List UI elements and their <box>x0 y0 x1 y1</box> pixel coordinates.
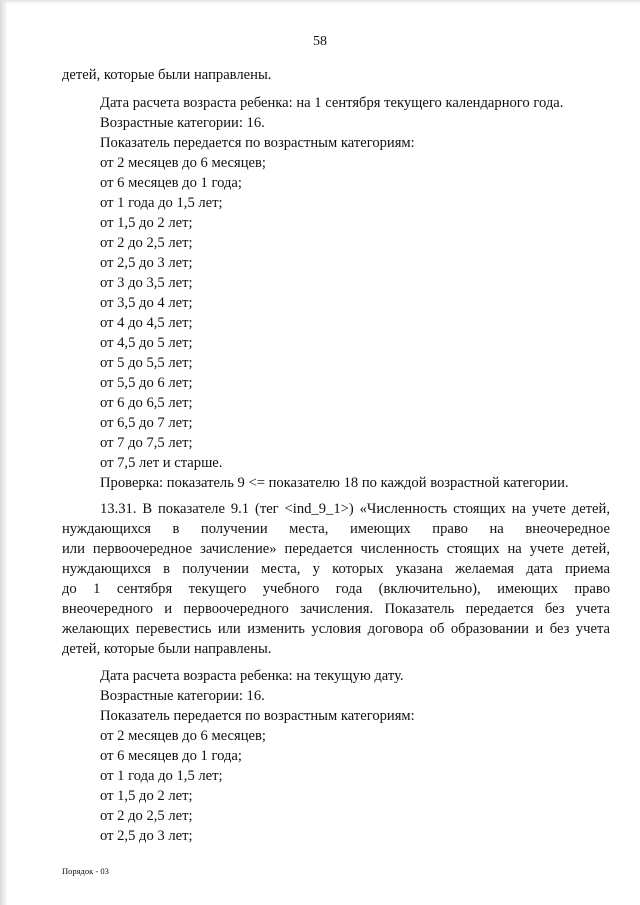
section-line: внеочередного и первоочередного зачисления. Показатель передается без учета <box>62 601 610 617</box>
section-line: нуждающихся в получении места, имеющих право на внеочередное <box>62 521 610 537</box>
block2-list-item: от 2 до 2,5 лет; <box>100 808 193 824</box>
block1-list-item: от 6 месяцев до 1 года; <box>100 175 242 191</box>
section-line: до 1 сентября текущего учебного года (включительно), имеющих право <box>62 581 610 597</box>
scan-edge-shadow <box>0 0 8 905</box>
page-number: 58 <box>313 34 327 49</box>
block2-categories-line: Возрастные категории: 16. <box>100 688 265 704</box>
block1-list-item: от 5 до 5,5 лет; <box>100 355 193 371</box>
block2-date-line: Дата расчета возраста ребенка: на текущую дату. <box>100 668 404 684</box>
block1-list-item: от 7 до 7,5 лет; <box>100 435 193 451</box>
block2-list-item: от 1 года до 1,5 лет; <box>100 768 223 784</box>
block1-list-item: от 6 до 6,5 лет; <box>100 395 193 411</box>
block2-by-categories-line: Показатель передается по возрастным категориям: <box>100 708 415 724</box>
block1-list-item: от 2 месяцев до 6 месяцев; <box>100 155 266 171</box>
block1-list-item: от 7,5 лет и старше. <box>100 455 223 471</box>
block1-list-item: от 4,5 до 5 лет; <box>100 335 193 351</box>
block1-list-item: от 2 до 2,5 лет; <box>100 235 193 251</box>
block1-date-line: Дата расчета возраста ребенка: на 1 сентября текущего календарного года. <box>100 95 564 111</box>
block1-categories-line: Возрастные категории: 16. <box>100 115 265 131</box>
block1-list-item: от 3,5 до 4 лет; <box>100 295 193 311</box>
block2-list-item: от 2,5 до 3 лет; <box>100 828 193 844</box>
block1-list-item: от 2,5 до 3 лет; <box>100 255 193 271</box>
block2-list-item: от 6 месяцев до 1 года; <box>100 748 242 764</box>
block2-list-item: от 1,5 до 2 лет; <box>100 788 193 804</box>
intro-line: детей, которые были направлены. <box>62 67 272 83</box>
section-line: желающих перевестись или изменить условия договора об образовании и без учета <box>62 621 610 637</box>
block1-check-line: Проверка: показатель 9 <= показателю 18 по каждой возрастной категории. <box>100 475 569 491</box>
section-line: нуждающихся в получении места, у которых указана желаемая дата приема <box>62 561 610 577</box>
block1-list-item: от 4 до 4,5 лет; <box>100 315 193 331</box>
block1-list-item: от 6,5 до 7 лет; <box>100 415 193 431</box>
footer-label: Порядок - 03 <box>62 866 109 876</box>
section-line: или первоочередное зачисление» передается численность стоящих на учете детей, <box>62 541 610 557</box>
block1-list-item: от 3 до 3,5 лет; <box>100 275 193 291</box>
block1-by-categories-line: Показатель передается по возрастным категориям: <box>100 135 415 151</box>
scan-top-shadow <box>0 0 640 4</box>
section-line: 13.31. В показателе 9.1 (тег <ind_9_1>) «Численность стоящих на учете детей, <box>100 501 610 517</box>
section-line: детей, которые были направлены. <box>62 641 272 657</box>
block1-list-item: от 1 года до 1,5 лет; <box>100 195 223 211</box>
block1-list-item: от 1,5 до 2 лет; <box>100 215 193 231</box>
block2-list-item: от 2 месяцев до 6 месяцев; <box>100 728 266 744</box>
block1-list-item: от 5,5 до 6 лет; <box>100 375 193 391</box>
